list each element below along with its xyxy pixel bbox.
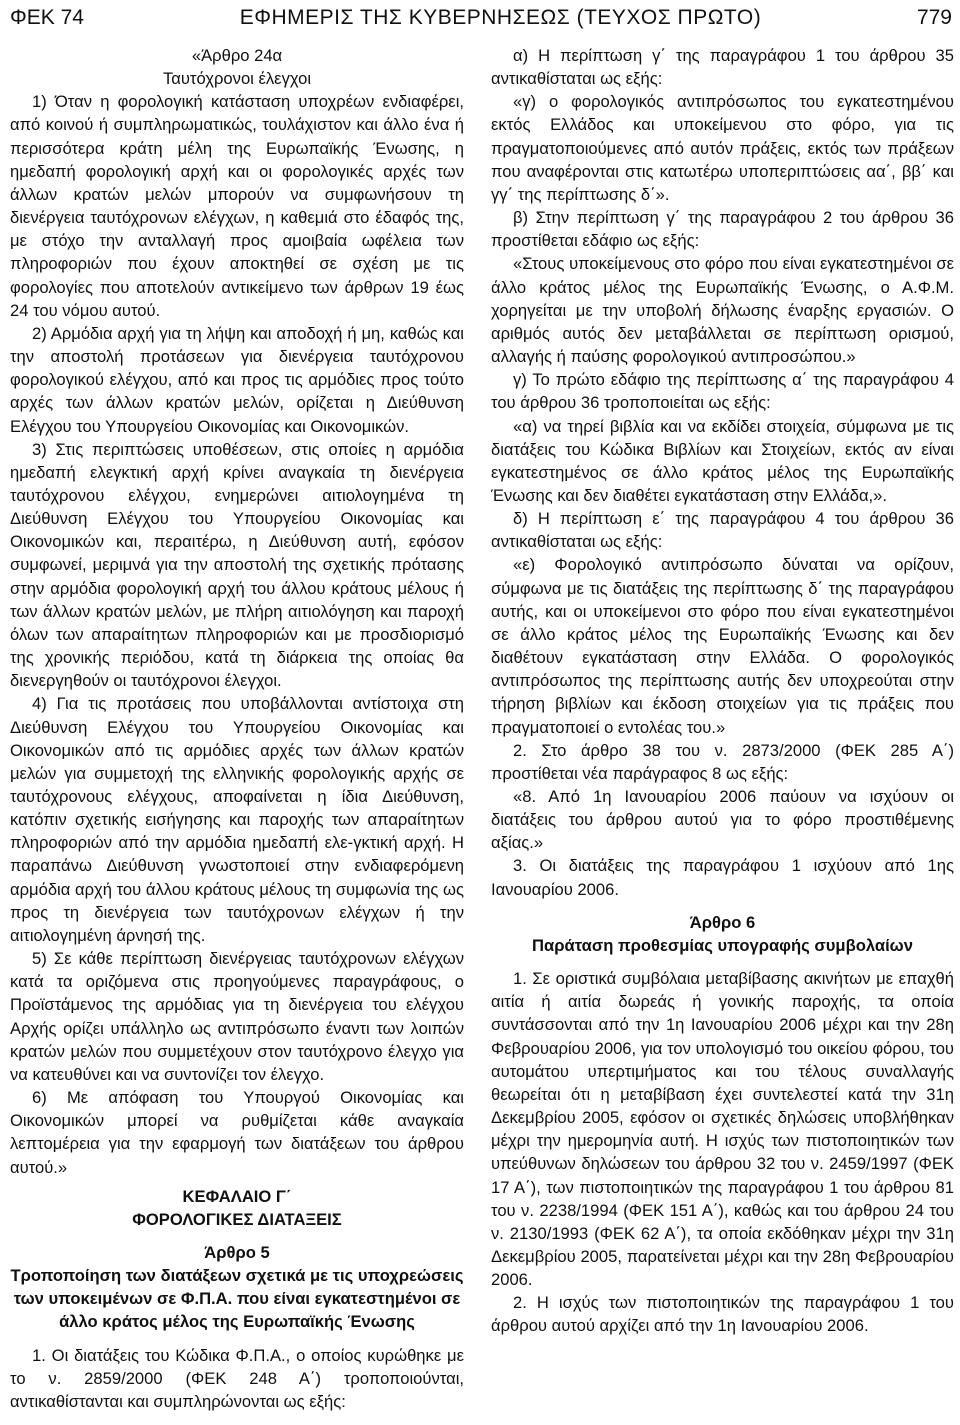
article-5-heading: Τροποποίηση των διατάξεων σχετικά με τις υποχρεώσεις των υποκειμένων σε Φ.Π.Α. που είναι εγκατεστημένοι σε άλλο κράτος μέλος της Ευρωπαϊκής Ένωσης — [10, 1266, 464, 1332]
chapter-title: ΦΟΡΟΛΟΓΙΚΕΣ ΔΙΑΤΑΞΕΙΣ — [132, 1209, 342, 1229]
article-6-heading: Παράταση προθεσμίας υπογραφής συμβολαίων — [532, 935, 913, 955]
paragraph: 1. Οι διατάξεις του Κώδικα Φ.Π.Α., ο οποίος κυρώθηκε με το ν. 2859/2000 (ΦΕΚ 248 Α΄) τροποποιούνται, αντικαθίστανται και συμπληρώνονται ως εξής: — [10, 1345, 464, 1411]
paragraph: 2. Στο άρθρο 38 του ν. 2873/2000 (ΦΕΚ 285 Α΄) προστίθεται νέα παράγραφος 8 ως εξής: — [491, 740, 954, 783]
paragraph: β) Στην περίπτωση γ΄ της παραγράφου 2 του άρθρου 36 προστίθεται εδάφιο ως εξής: — [491, 208, 954, 251]
paragraph: 2. Η ισχύς των πιστοποιητικών της παραγράφου 1 του άρθρου αυτού αρχίζει από την 1η Ιανουαρίου 2006. — [491, 1293, 954, 1336]
quoted-paragraph: «Στους υποκείμενους στο φόρο που είναι εγκατεστημένοι σε άλλο κράτος μέλος της Ευρωπαϊκής Ένωσης, ο Α.Φ.Μ. χορηγείται με την υποβολή δήλωσης έναρξης εργασιών. Ο αριθμός αυτός δεν μεταβάλλεται σε περίπτωση ορισμού, αλλαγής ή παύσης φορολογικού αντιπροσώπου.» — [491, 254, 954, 367]
paragraph: 1) Όταν η φορολογική κατάσταση υποχρέων ενδιαφέρει, από κοινού ή συμπληρωματικώς, τουλάχιστον και άλλο ένα ή περισσότερα κράτη μέλη της Ευρωπαϊκής Ένωσης, η ημεδαπή φορολογική αρχή και οι φορολογικές αρχές των άλλων κρατών μελών μπορούν να συμφωνήσουν τη διενέργεια ταυτόχρονων ελέγχων, η καθεμιά στο έδαφός της, με στόχο την ανταλλαγή προς αμοιβαία ωφέλεια των πληροφοριών που έχουν αποκτηθεί σε σχέση με τις φορολογίες που αποτελούν αντικείμενο των άρθρων 19 έως 24 του νόμου αυτού. — [10, 92, 464, 320]
quoted-paragraph: «γ) ο φορολογικός αντιπρόσωπος του εγκατεστημένου εκτός Ελλάδος και υποκείμενου στο φόρο, για τις πραγματοποιούμενες από αυτόν πράξεις, εκτός των πράξεων που αναφέρονται στις κατωτέρω υποπεριπτώσεις αα΄, ββ΄ και γγ΄ της περίπτωσης δ΄». — [491, 92, 954, 204]
issue-number: ΦΕΚ 74 — [10, 6, 84, 29]
chapter-label: ΚΕΦΑΛΑΙΟ Γ΄ — [182, 1186, 292, 1206]
paragraph: α) Η περίπτωση γ΄ της παραγράφου 1 του άρθρου 35 αντικαθίσταται ως εξής: — [491, 46, 954, 89]
paragraph: 1. Σε οριστικά συμβόλαια μεταβίβασης ακινήτων με επαχθή αιτία ή αιτία δωρεάς ή γονικής παροχής, τα οποία συντάσσονται από την 1η Ιανουαρίου 2006 μέχρι και την 28η Φεβρουαρίου 2006, για τον υπολογισμό του οικείου φόρου, του αυτομάτου υπερτιμήματος και του τέλους συναλλαγής θεωρείται ότι η μεταβίβαση έχει συντελεστεί κατά την 31η Δεκεμβρίου 2005, εφόσον οι σχετικές δηλώσεις υποβλήθηκαν μέχρι την ημερομηνία αυτή. Η ισχύς των πιστοποιητικών των υπεύθυνων δηλώσεων του άρθρου 32 του ν. 2459/1997 (ΦΕΚ 17 Α΄), των πιστοποιητικών της παραγράφου 1 του άρθρου 81 του ν. 2238/1994 (ΦΕΚ 151 Α΄), καθώς και του άρθρου 24 του ν. 2130/1993 (ΦΕΚ 62 Α΄), τα οποία εκδόθηκαν μέχρι την 31η Δεκεμβρίου 2005, παρατείνεται μέχρι και την 28η Φεβρουαρίου 2006. — [491, 969, 954, 1290]
quoted-paragraph: «ε) Φορολογικό αντιπρόσωπο δύναται να ορίζουν, σύμφωνα με τις διατάξεις της περίπτωσης δ΄ της παραγράφου αυτής, και οι υποκείμενοι στο φόρο που είναι εγκατεστημένοι σε άλλο κράτος μέλος της Ευρωπαϊκής Ένωσης και δεν διαθέτουν εγκατάσταση στην Ελλάδα. Ο φορολογικός αντιπρόσωπος της περίπτωσης αυτής δεν υποχρεούται στην τήρηση βιβλίων και έκδοση στοιχείων για τις πράξεις που πραγματοποιεί ο εντολέας του.» — [491, 555, 954, 737]
quoted-paragraph: «α) να τηρεί βιβλία και να εκδίδει στοιχεία, σύμφωνα με τις διατάξεις του Κώδικα Βιβλίων και Στοιχείων, εκτός αν είναι εγκατεστημένος σε άλλο κράτος μέλος της Ευρωπαϊκής Ένωσης και δεν διαθέτει εγκατάσταση στην Ελλάδα,». — [491, 416, 954, 505]
article-6-title: Άρθρο 6 — [689, 912, 756, 932]
gazette-title: ΕΦΗΜΕΡΙΣ ΤΗΣ ΚΥΒΕΡΝΗΣΕΩΣ (ΤΕΥΧΟΣ ΠΡΩΤΟ) — [239, 6, 762, 29]
page-header — [0, 0, 960, 36]
article-24a-title: «Άρθρο 24α — [191, 46, 283, 65]
paragraph: δ) Η περίπτωση ε΄ της παραγράφου 4 του άρθρου 36 αντικαθίσταται ως εξής: — [491, 509, 954, 552]
article-24a-subtitle: Ταυτόχρονοι έλεγχοι — [162, 69, 312, 89]
paragraph: γ) Το πρώτο εδάφιο της περίπτωσης α΄ της παραγράφου 4 του άρθρου 36 τροποποιείται ως εξής: — [491, 370, 954, 413]
paragraph: 2) Αρμόδια αρχή για τη λήψη και αποδοχή ή μη, καθώς και την αποστολή προτάσεων για διενέργεια ταυτόχρονου φορολογικού ελέγχου, από και προς τις αρμόδιες προς τούτο αρχές των άλλων κρατών μελών, ορίζεται η Διεύθυνση Ελέγχου του Υπουργείου Οικονομίας και Οικονομικών. — [10, 323, 464, 436]
left-column — [10, 44, 464, 1413]
paragraph: 5) Σε κάθε περίπτωση διενέργειας ταυτόχρονων ελέγχων κατά τα οριζόμενα στις προηγούμενες παραγράφους, ο Προϊστάμενος της αρμόδιας για τη διενέργεια του ελέγχου Αρχής ορίζει υπάλληλο ως αντιπρόσωπο έναντι των λοιπών κρατών μελών που συμμετέχουν στον ταυτόχρονο έλεγχο για να κατευθύνει και να συντονίζει τον έλεγχο. — [10, 949, 464, 1084]
article-5-title: Άρθρο 5 — [204, 1242, 270, 1262]
paragraph: 4) Για τις προτάσεις που υποβάλλονται αντίστοιχα στη Διεύθυνση Ελέγχου του Υπουργείου Οικονομίας και Οικονομικών από τις αρμόδιες αρχές των άλλων κρατών μελών για συμμετοχή της ελληνικής φορολογικής αρχής σε ταυτόχρονους ελέγχους, αποφαίνεται η ίδια Διεύθυνση, κατόπιν σχετικής εισήγησης και παροχής των απαραίτητων πληροφοριών από την αρμόδια ημεδαπή ελε-γκτική αρχή. Η παραπάνω Διεύθυνση γνωστοποιεί στην ενδιαφερόμενη αρμόδια αρχή του άλλου κράτους μέλους τη συμφωνία της ως προς τη διενέργεια των ταυτόχρονων ελέγχων ή την αιτιολογημένη άρνησή της. — [10, 694, 464, 945]
paragraph: 3) Στις περιπτώσεις υποθέσεων, στις οποίες η αρμόδια ημεδαπή ελεγκτική αρχή κρίνει αναγκαία τη διενέργεια ταυτόχρονου ελέγχου, ενημερώνει αιτιολογημένα τη Διεύθυνση Ελέγχου του Υπουργείου Οικονομίας και Οικονομικών και, περαιτέρω, η Διεύθυνση αυτή, εφόσον συμφωνεί, μεριμνά για την αποστολή της σχετικής πρότασης στην αρμόδια φορολογική αρχή του άλλου κράτους μέλους ή των άλλων κρατών μελών, με πλήρη αιτιολόγηση και παροχή όλων των απαραίτητων πληροφοριών και με προσδιορισμό της χρονικής περιόδου, κατά τη διάρκεια της οποίας θα διενεργηθούν οι ταυτόχρονοι έλεγχοι. — [10, 439, 464, 691]
paragraph: 3. Οι διατάξεις της παραγράφου 1 ισχύουν από 1ης Ιανουαρίου 2006. — [491, 856, 954, 899]
right-column — [491, 44, 954, 1338]
paragraph: 6) Με απόφαση του Υπουργού Οικονομίας και Οικονομικών μπορεί να ρυθμίζεται κάθε αναγκαία λεπτομέρεια για την εφαρμογή των διατάξεων του άρθρου αυτού.» — [10, 1088, 464, 1177]
quoted-paragraph: «8. Από 1η Ιανουαρίου 2006 παύουν να ισχύουν οι διατάξεις του άρθρου αυτού για το φόρο προστιθέμενης αξίας.» — [491, 787, 954, 853]
page-number: 779 — [916, 6, 952, 29]
